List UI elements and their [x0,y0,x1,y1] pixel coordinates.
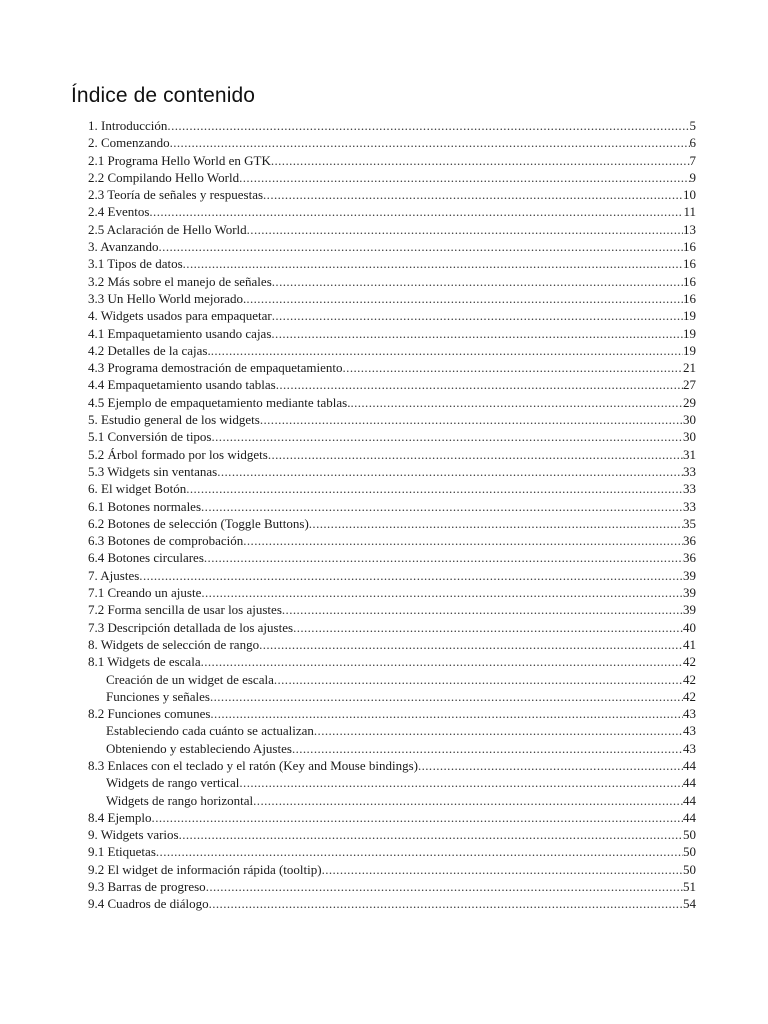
toc-entry[interactable] [88,359,696,376]
dot-leader [209,895,683,912]
toc-entry-page-number: 30 [683,429,696,445]
toc-entry-page-number: 13 [683,221,696,237]
toc-entry[interactable] [88,117,696,134]
toc-entry[interactable] [88,619,696,636]
toc-entry-label: 7.1 Creando un ajuste [88,585,202,601]
dot-leader [243,532,683,549]
toc-entry-page-number: 19 [683,342,696,358]
toc-entry[interactable] [88,255,696,272]
toc-entry[interactable] [88,532,696,549]
dot-leader [149,203,683,220]
dot-leader [274,671,683,688]
dot-leader [292,740,683,757]
toc-entry-label: 5.1 Conversión de tipos [88,429,212,445]
toc-entry[interactable] [88,428,696,445]
toc-entry[interactable] [88,826,696,843]
toc-entry[interactable] [88,238,696,255]
toc-entry-label: 7.3 Descripción detallada de los ajustes [88,619,294,635]
dot-leader [247,221,683,238]
toc-entry[interactable] [88,671,696,688]
toc-entry-label: 2.3 Teoría de señales y respuestas [88,187,264,203]
toc-entry-label: 5.3 Widgets sin ventanas [88,463,218,479]
toc-entry[interactable] [88,636,696,653]
toc-entry[interactable] [88,861,696,878]
toc-entry-page-number: 44 [683,757,696,773]
toc-entry-label: 4.3 Programa demostración de empaquetamiento [88,360,343,376]
toc-entry-page-number: 5 [689,118,696,133]
toc-entry-page-number: 30 [683,412,696,428]
dot-leader [246,290,683,307]
dot-leader [210,705,683,722]
toc-entry-page-number: 42 [683,688,696,704]
toc-entry-label: 8.3 Enlaces con el teclado y el ratón (Key and Mouse bindings) [88,757,418,773]
toc-entry-label: 5. Estudio general de los widgets [88,412,260,428]
toc-entry-label: Estableciendo cada cuánto se actualizan [106,723,314,739]
toc-entry[interactable] [88,463,696,480]
toc-entry-label: 7. Ajustes [88,567,140,583]
toc-entry-page-number: 16 [683,239,696,255]
toc-entry[interactable] [88,273,696,290]
toc-entry-label: 4.4 Empaquetamiento usando tablas [88,377,276,393]
toc-entry[interactable] [88,203,696,220]
toc-entry-label: 6.3 Botones de comprobación [88,533,244,549]
toc-entry-page-number: 43 [683,723,696,739]
toc-entry-page-number: 44 [683,809,696,825]
toc-entry-label: 1. Introducción [88,118,168,133]
toc-entry-page-number: 42 [683,671,696,687]
toc-entry-label: 3. Avanzando [88,239,159,255]
toc-entry[interactable] [88,498,696,515]
toc-entry[interactable] [88,809,696,826]
toc-entry-label: 9.1 Etiquetas [88,844,156,860]
toc-entry[interactable] [88,705,696,722]
dot-leader [201,584,683,601]
toc-entry-label: 4.1 Empaquetamiento usando cajas [88,325,272,341]
toc-entry[interactable] [88,186,696,203]
dot-leader [139,567,683,584]
toc-entry-label: 9.4 Cuadros de diálogo [88,896,209,912]
toc-entry[interactable] [88,152,696,169]
toc-entry[interactable] [88,792,696,809]
toc-entry-page-number: 33 [683,463,696,479]
toc-entry[interactable] [88,515,696,532]
toc-entry-label: 3.3 Un Hello World mejorado. [88,290,247,306]
toc-entry-page-number: 16 [683,290,696,306]
dot-leader [170,134,690,151]
toc-entry[interactable] [88,307,696,324]
toc-entry-page-number: 35 [683,515,696,531]
toc-entry-label: Obteniendo y estableciendo Ajustes [106,740,292,756]
toc-entry[interactable] [88,843,696,860]
dot-leader [276,376,683,393]
dot-leader [418,757,683,774]
toc-entry-page-number: 39 [683,602,696,618]
toc-entry-label: 8.4 Ejemplo [88,809,152,825]
toc-entry[interactable] [88,446,696,463]
toc-entry-page-number: 27 [683,377,696,393]
toc-entry-label: 6.1 Botones normales [88,498,202,514]
toc-entry[interactable] [88,169,696,186]
dot-leader [260,411,683,428]
dot-leader [272,273,683,290]
dot-leader [253,792,683,809]
toc-entry[interactable] [88,376,696,393]
toc-entry-page-number: 43 [683,740,696,756]
toc-entry-page-number: 10 [683,187,696,203]
toc-entry-page-number: 36 [683,550,696,566]
dot-leader [212,428,684,445]
toc-entry-page-number: 19 [683,325,696,341]
toc-entry-label: 9.2 El widget de información rápida (tooltip) [88,861,322,877]
dot-leader [263,186,683,203]
toc-entry-page-number: 51 [683,879,696,895]
dot-leader [343,359,683,376]
toc-entry-page-number: 50 [683,844,696,860]
toc-entry-page-number: 33 [683,498,696,514]
toc-entry-label: 4.2 Detalles de la cajas. [88,342,211,358]
toc-entry[interactable] [88,895,696,912]
page-title: Índice de contenido [71,84,256,107]
toc-entry-label: 5.2 Árbol formado por los widgets [88,446,268,462]
toc-entry[interactable] [88,567,696,584]
dot-leader [282,601,683,618]
toc-entry-page-number: 31 [683,446,696,462]
toc-entry-label: 2.5 Aclaración de Hello World [88,221,247,237]
dot-leader [186,480,683,497]
toc-entry-label: 3.1 Tipos de datos [88,256,183,272]
toc-entry-page-number: 29 [683,394,696,410]
toc-entry-label: 8.1 Widgets de escala [88,654,201,670]
dot-leader [201,653,683,670]
dot-leader [183,255,683,272]
toc-entry-label: 6.4 Botones circulares [88,550,204,566]
toc-entry-page-number: 36 [683,533,696,549]
toc-entry[interactable] [88,757,696,774]
toc-entry-page-number: 50 [683,861,696,877]
toc-entry[interactable] [88,740,696,757]
toc-entry-label: 2.1 Programa Hello World en GTK [88,152,271,168]
toc-entry[interactable] [88,325,696,342]
toc-entry-page-number: 44 [683,775,696,791]
toc-entry-label: 6. El widget Botón [88,481,187,497]
dot-leader [322,861,683,878]
dot-leader [217,463,683,480]
toc-entry-page-number: 7 [689,152,696,168]
toc-entry-page-number: 54 [683,896,696,912]
toc-entry-label: 2. Comenzando [88,135,170,151]
toc-entry-label: 2.2 Compilando Hello World [88,169,240,185]
toc-entry-page-number: 39 [683,585,696,601]
dot-leader [201,498,683,515]
dot-leader [210,688,683,705]
toc-entry-label: 8. Widgets de selección de rango [88,636,260,652]
toc-entry-page-number: 21 [683,360,696,376]
toc-entry[interactable] [88,584,696,601]
dot-leader [179,826,683,843]
toc-entry[interactable] [88,774,696,791]
toc-entry-label: Widgets de rango horizontal [106,792,254,808]
toc-entry-label: 9. Widgets varios [88,827,179,843]
toc-entry-label: Widgets de rango vertical [106,775,240,791]
toc-entry-label: 8.2 Funciones comunes [88,706,211,722]
toc-entry-label: 6.2 Botones de selección (Toggle Buttons) [88,515,309,531]
toc-entry[interactable] [88,549,696,566]
toc-entry-page-number: 44 [683,792,696,808]
dot-leader [204,549,683,566]
toc-entry[interactable] [88,134,696,151]
toc-entry[interactable] [88,688,696,705]
dot-leader [211,342,683,359]
dot-leader [309,515,683,532]
table-of-contents [88,117,696,913]
toc-entry[interactable] [88,480,696,497]
toc-entry-page-number: 50 [683,827,696,843]
toc-entry-label: 7.2 Forma sencilla de usar los ajustes [88,602,282,618]
dot-leader [293,619,683,636]
toc-entry[interactable] [88,394,696,411]
dot-leader [206,878,683,895]
toc-entry-page-number: 39 [683,567,696,583]
dot-leader [152,809,683,826]
toc-entry-page-number: 33 [683,481,696,497]
toc-entry[interactable] [88,342,696,359]
dot-leader [271,152,690,169]
dot-leader [272,307,683,324]
dot-leader [314,722,683,739]
toc-entry[interactable] [88,290,696,307]
dot-leader [167,117,689,134]
toc-entry-label: 4. Widgets usados para empaquetar [88,308,272,324]
dot-leader [239,774,683,791]
toc-entry-page-number: 11 [683,204,696,220]
toc-entry-page-number: 43 [683,706,696,722]
toc-entry-page-number: 16 [683,256,696,272]
toc-entry-label: 2.4 Eventos [88,204,150,220]
dot-leader [268,446,683,463]
toc-entry[interactable] [88,878,696,895]
toc-entry-label: 4.5 Ejemplo de empaquetamiento mediante tablas. [88,394,351,410]
toc-entry[interactable] [88,221,696,238]
toc-entry-label: Funciones y señales [106,688,210,704]
toc-entry-page-number: 42 [683,654,696,670]
toc-entry-page-number: 16 [683,273,696,289]
dot-leader [259,636,683,653]
toc-entry[interactable] [88,653,696,670]
dot-leader [159,238,683,255]
toc-entry-label: Creación de un widget de escala [106,671,274,687]
toc-entry-page-number: 41 [683,636,696,652]
dot-leader [156,843,683,860]
toc-entry-page-number: 9 [689,169,696,185]
toc-entry[interactable] [88,722,696,739]
dot-leader [271,325,683,342]
toc-entry-page-number: 19 [683,308,696,324]
toc-entry-label: 3.2 Más sobre el manejo de señales [88,273,272,289]
dot-leader [350,394,683,411]
toc-entry-page-number: 6 [689,135,696,151]
dot-leader [239,169,689,186]
toc-entry-label: 9.3 Barras de progreso [88,879,206,895]
toc-entry[interactable] [88,411,696,428]
toc-entry[interactable] [88,601,696,618]
toc-entry-page-number: 40 [683,619,696,635]
